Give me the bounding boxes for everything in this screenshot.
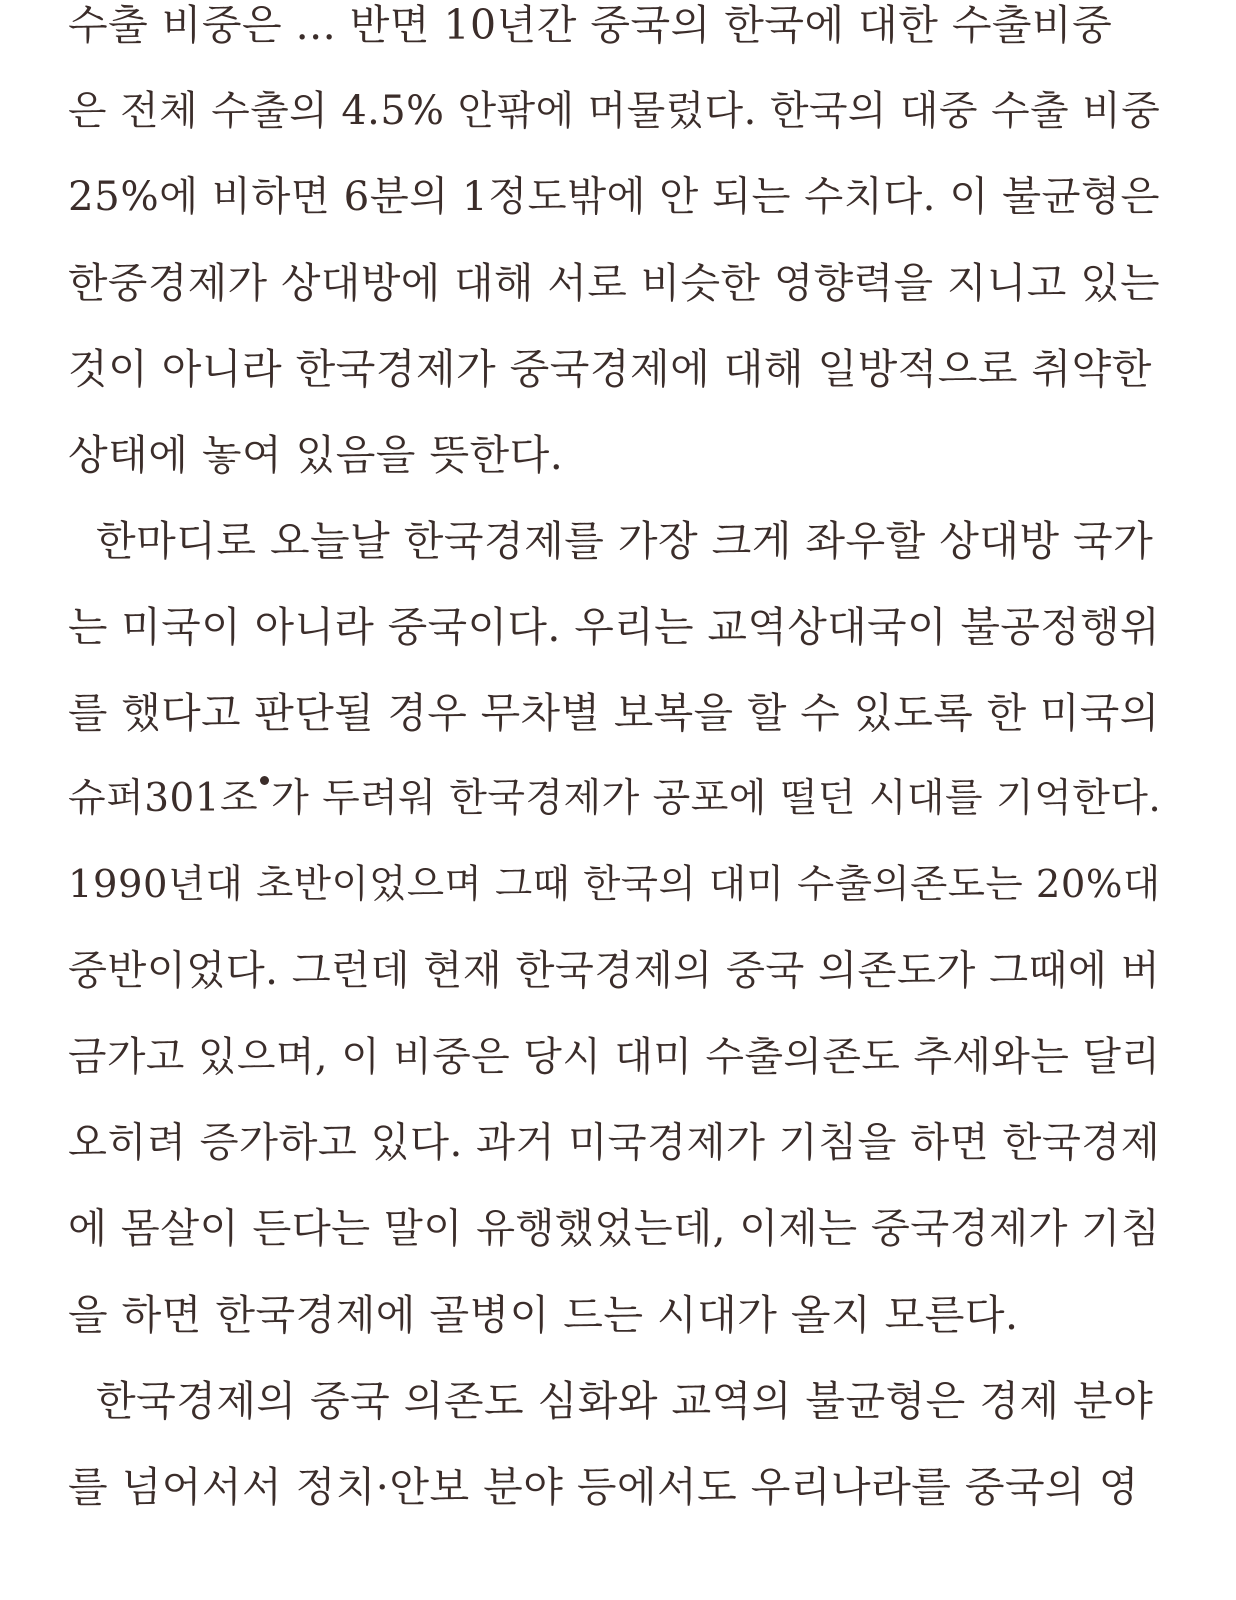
text-line: 에 몸살이 든다는 말이 유행했었는데, 이제는 중국경제가 기침	[68, 1205, 1161, 1252]
text-line: 는 미국이 아니라 중국이다. 우리는 교역상대국이 불공정행위	[68, 603, 1161, 651]
text-line-with-footnote	[0, 756, 1236, 842]
text-line: 중반이었다. 그런데 현재 한국경제의 중국 의존도가 그때에 버	[68, 947, 1161, 994]
text-segment: 슈퍼301조	[68, 776, 259, 821]
text-line: 한중경제가 상대방에 대해 서로 비슷한 영향력을 지니고 있는	[68, 259, 1161, 307]
text-line: 것이 아니라 한국경제가 중국경제에 대해 일방적으로 취약한	[68, 345, 1152, 393]
text-segment: 가 두려워 한국경제가 공포에 떨던 시대를 기억한다.	[271, 776, 1162, 821]
text-line: 을 하면 한국경제에 골병이 드는 시대가 올지 모른다.	[68, 1291, 1019, 1339]
text-line: 를 넘어서서 정치·안보 분야 등에서도 우리나라를 중국의 영	[68, 1463, 1139, 1511]
footnote-marker[interactable]	[260, 776, 269, 785]
text-line: 금가고 있으며, 이 비중은 당시 대미 수출의존도 추세와는 달리	[68, 1034, 1161, 1080]
text-line: 은 전체 수출의 4.5% 안팎에 머물렀다. 한국의 대중 수출 비중	[68, 88, 1161, 134]
text-line: 25%에 비하면 6분의 1정도밖에 안 되는 수치다. 이 불균형은	[68, 173, 1160, 220]
text-line: 1990년대 초반이었으며 그때 한국의 대미 수출의존도는 20%대	[68, 862, 1161, 907]
text-line: 상태에 놓여 있음을 뜻한다.	[68, 431, 564, 479]
text-line: 를 했다고 판단될 경우 무차별 보복을 할 수 있도록 한 미국의	[68, 689, 1160, 737]
text-line: 한국경제의 중국 의존도 심화와 교역의 불균형은 경제 분야	[96, 1377, 1154, 1425]
text-line: 오히려 증가하고 있다. 과거 미국경제가 기침을 하면 한국경제	[68, 1119, 1161, 1166]
text-line: 한마디로 오늘날 한국경제를 가장 크게 좌우할 상대방 국가	[96, 517, 1154, 565]
text-line: 수출 비중은 ... 반면 10년간 중국의 한국에 대한 수출비중	[68, 1, 1113, 49]
